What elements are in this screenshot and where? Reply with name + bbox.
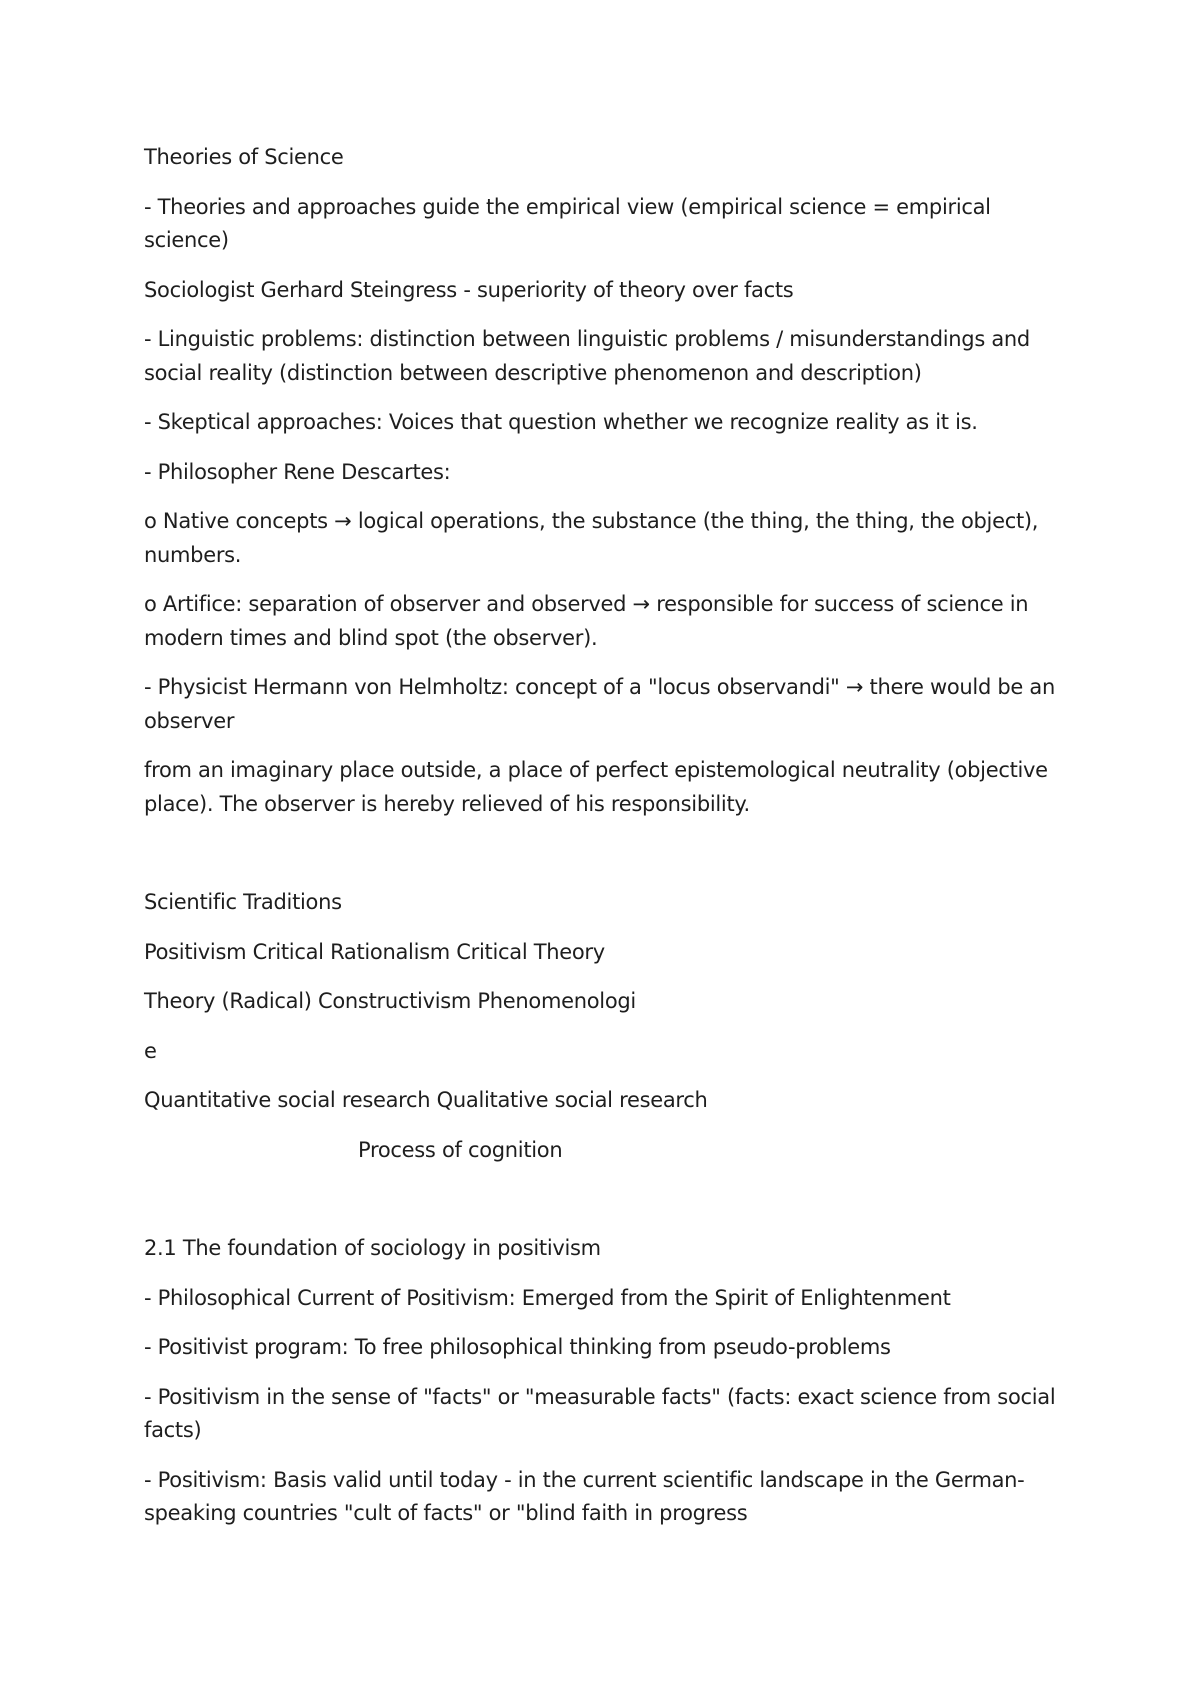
- paragraph: - Philosopher Rene Descartes:: [144, 459, 451, 484]
- tradition-line: Quantitative social research Qualitative social research: [144, 1088, 708, 1112]
- tradition-line: Positivism Critical Rationalism Critical Theory: [144, 939, 605, 964]
- paragraph: o Native concepts → logical operations, the substance (the thing, the thing, the object), numbers.: [144, 509, 1039, 567]
- paragraph: - Physicist Hermann von Helmholtz: concept of a "locus observandi" → there would be an observer: [144, 675, 1055, 733]
- section-title-scientific-traditions: Scientific Traditions: [144, 890, 342, 914]
- tradition-line: Theory (Radical) Constructivism Phenomenologi: [144, 989, 636, 1013]
- process-of-cognition-label: Process of cognition: [358, 1137, 563, 1162]
- section-spacer: [144, 1183, 1074, 1232]
- paragraph: - Linguistic problems: distinction between linguistic problems / misunderstandings and social reality (distinction between descriptive phenomenon and description): [144, 327, 1030, 385]
- paragraph: - Philosophical Current of Positivism: Emerged from the Spirit of Enlightenment: [144, 1285, 951, 1310]
- paragraph: - Skeptical approaches: Voices that question whether we recognize reality as it is.: [144, 410, 978, 434]
- paragraph: - Positivism in the sense of "facts" or "measurable facts" (facts: exact science from social facts): [144, 1384, 1056, 1442]
- paragraph: - Positivist program: To free philosophical thinking from pseudo-problems: [144, 1335, 891, 1359]
- section-title-positivism: 2.1 The foundation of sociology in positivism: [144, 1236, 601, 1260]
- section-title-theories-of-science: Theories of Science: [144, 145, 344, 169]
- paragraph: Sociologist Gerhard Steingress - superiority of theory over facts: [144, 277, 794, 302]
- paragraph: o Artifice: separation of observer and observed → responsible for success of science in modern times and blind spot (the observer).: [144, 592, 1029, 650]
- section-spacer: [144, 837, 1074, 886]
- paragraph: - Positivism: Basis valid until today - in the current scientific landscape in the German-speaking countries "cult of facts" or "blind faith in progress: [144, 1467, 1025, 1525]
- document-page: [144, 141, 1074, 1547]
- tradition-line: e: [144, 1038, 157, 1063]
- paragraph: - Theories and approaches guide the empirical view (empirical science = empirical science): [144, 194, 991, 252]
- paragraph: from an imaginary place outside, a place of perfect epistemological neutrality (objective place). The observer is hereby relieved of his responsibility.: [144, 758, 1048, 816]
